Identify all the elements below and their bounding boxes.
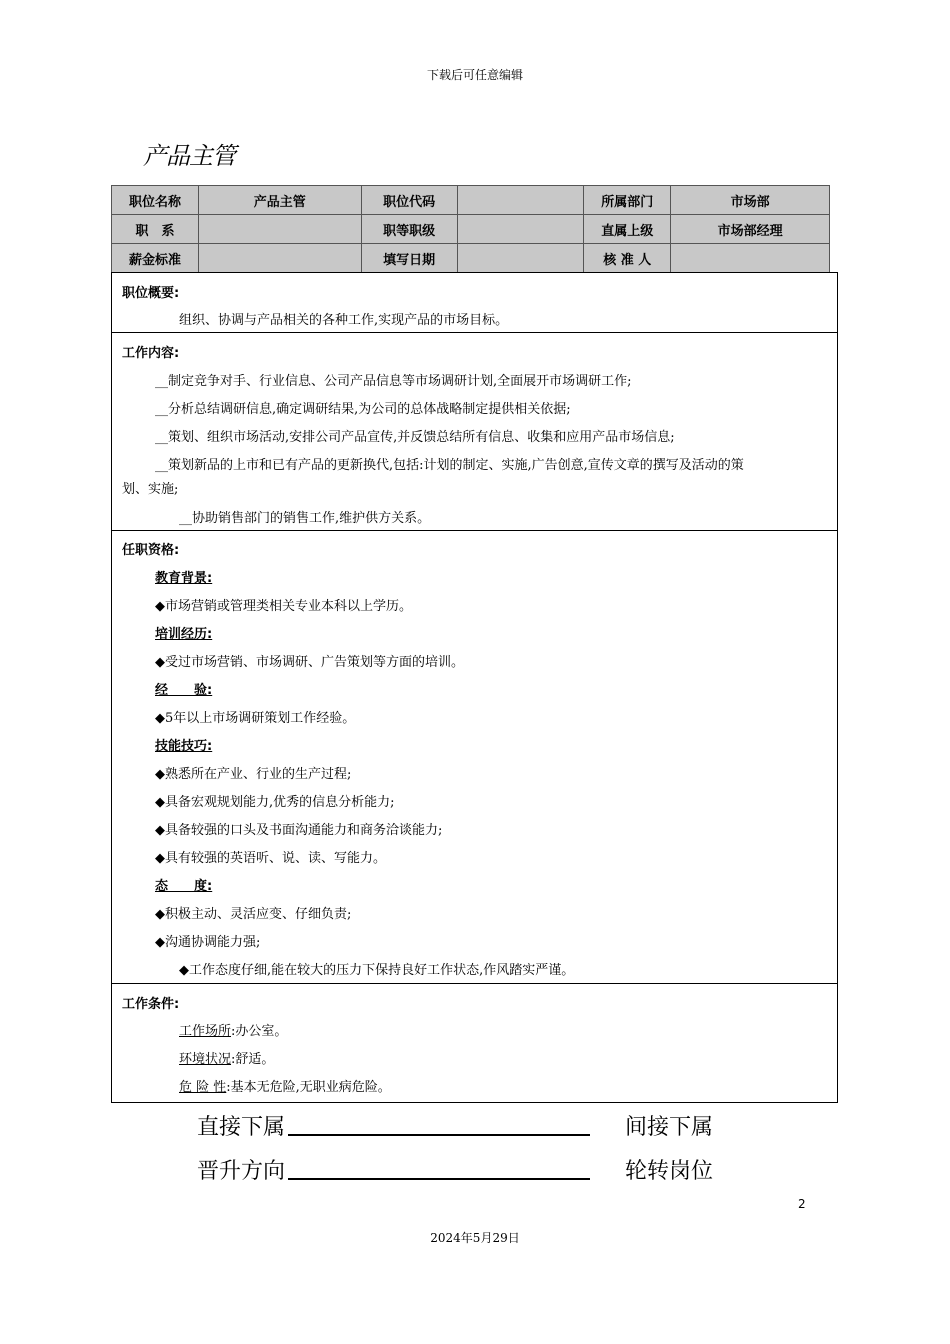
cell-label: 填写日期 [361,244,457,273]
environment-label: 环境状况 [179,1052,232,1067]
education-label: 教育背景: [155,571,213,586]
list-item: ◆沟通协调能力强; [155,935,261,950]
direct-subordinate-line [288,1134,590,1136]
cell-value [198,244,361,273]
page-number: 2 [798,1197,806,1211]
footer-date: 2024年5月29日 [430,1231,520,1245]
cell-value: 市场部经理 [671,215,830,244]
section-title: 工作条件: [122,997,180,1012]
risk-value: :基本无危险,无职业病危险。 [226,1080,391,1095]
environment-value: :舒适。 [231,1052,275,1067]
list-item: ◆市场营销或管理类相关专业本科以上学历。 [155,599,412,614]
cell-value [671,244,830,273]
experience-label: 经 验: [155,683,213,698]
cell-value: 市场部 [671,186,830,215]
table-row [112,215,830,244]
table-row [112,244,830,273]
cell-value [457,215,584,244]
indirect-subordinate-label: 间接下属 [625,1115,714,1140]
rotation-label: 轮转岗位 [625,1159,714,1184]
promotion-line [288,1178,590,1180]
info-table [111,185,830,273]
list-item: __协助销售部门的销售工作,维护供方关系。 [179,511,431,526]
conditions-section [111,983,838,1103]
cell-label: 直属上级 [584,215,671,244]
cell-value [457,244,584,273]
header-note: 下载后可任意编辑 [426,68,523,82]
section-title: 职位概要: [122,286,180,301]
list-item: ◆积极主动、灵活应变、仔细负责; [155,907,352,922]
direct-subordinate-label: 直接下属 [197,1115,286,1140]
overview-section [111,272,838,333]
cell-value [457,186,584,215]
work-section [111,332,838,531]
cell-value: 产品主管 [198,186,361,215]
cell-label: 职位名称 [112,186,199,215]
list-item: ◆熟悉所在产业、行业的生产过程; [155,767,352,782]
cell-value [198,215,361,244]
list-item: ◆具备宏观规划能力,优秀的信息分析能力; [155,795,395,810]
workplace-value: :办公室。 [231,1024,288,1039]
cell-label: 职等职级 [361,215,457,244]
workplace-label: 工作场所 [179,1024,232,1039]
workplace-line [179,1020,287,1039]
overview-text: 组织、协调与产品相关的各种工作,实现产品的市场目标。 [179,313,509,328]
list-item: __制定竞争对手、行业信息、公司产品信息等市场调研计划,全面展开市场调研工作; [155,374,632,389]
list-item: ◆受过市场营销、市场调研、广告策划等方面的培训。 [155,655,464,670]
attitude-label: 态 度: [155,879,213,894]
list-item: ◆具备较强的口头及书面沟通能力和商务洽谈能力; [155,823,443,838]
cell-label: 核 准 人 [584,244,671,273]
qualification-section [111,530,838,984]
promotion-label: 晋升方向 [197,1159,286,1184]
training-label: 培训经历: [155,627,213,642]
list-item: __策划新品的上市和已有产品的更新换代,包括:计划的制定、实施,广告创意,宣传文章的撰写及活动的策 [155,458,744,473]
section-title: 工作内容: [122,346,180,361]
risk-line [179,1076,391,1095]
skills-label: 技能技巧: [155,739,213,754]
cell-label: 职 系 [112,215,199,244]
list-item: __策划、组织市场活动,安排公司产品宣传,并反馈总结所有信息、收集和应用产品市场信息; [155,430,675,445]
list-item: 划、实施; [122,482,179,497]
cell-label: 职位代码 [361,186,457,215]
risk-label: 危 险 性 [179,1080,227,1095]
page-title: 产品主管 [143,142,235,170]
list-item: ◆5年以上市场调研策划工作经验。 [155,711,356,726]
environment-line [179,1048,274,1067]
section-title: 任职资格: [122,543,180,558]
list-item: ◆具有较强的英语听、说、读、写能力。 [155,851,386,866]
cell-label: 所属部门 [584,186,671,215]
cell-label: 薪金标准 [112,244,199,273]
list-item: ◆工作态度仔细,能在较大的压力下保持良好工作状态,作风踏实严谨。 [179,963,575,978]
table-row [112,186,830,215]
list-item: __分析总结调研信息,确定调研结果,为公司的总体战略制定提供相关依据; [155,402,571,417]
